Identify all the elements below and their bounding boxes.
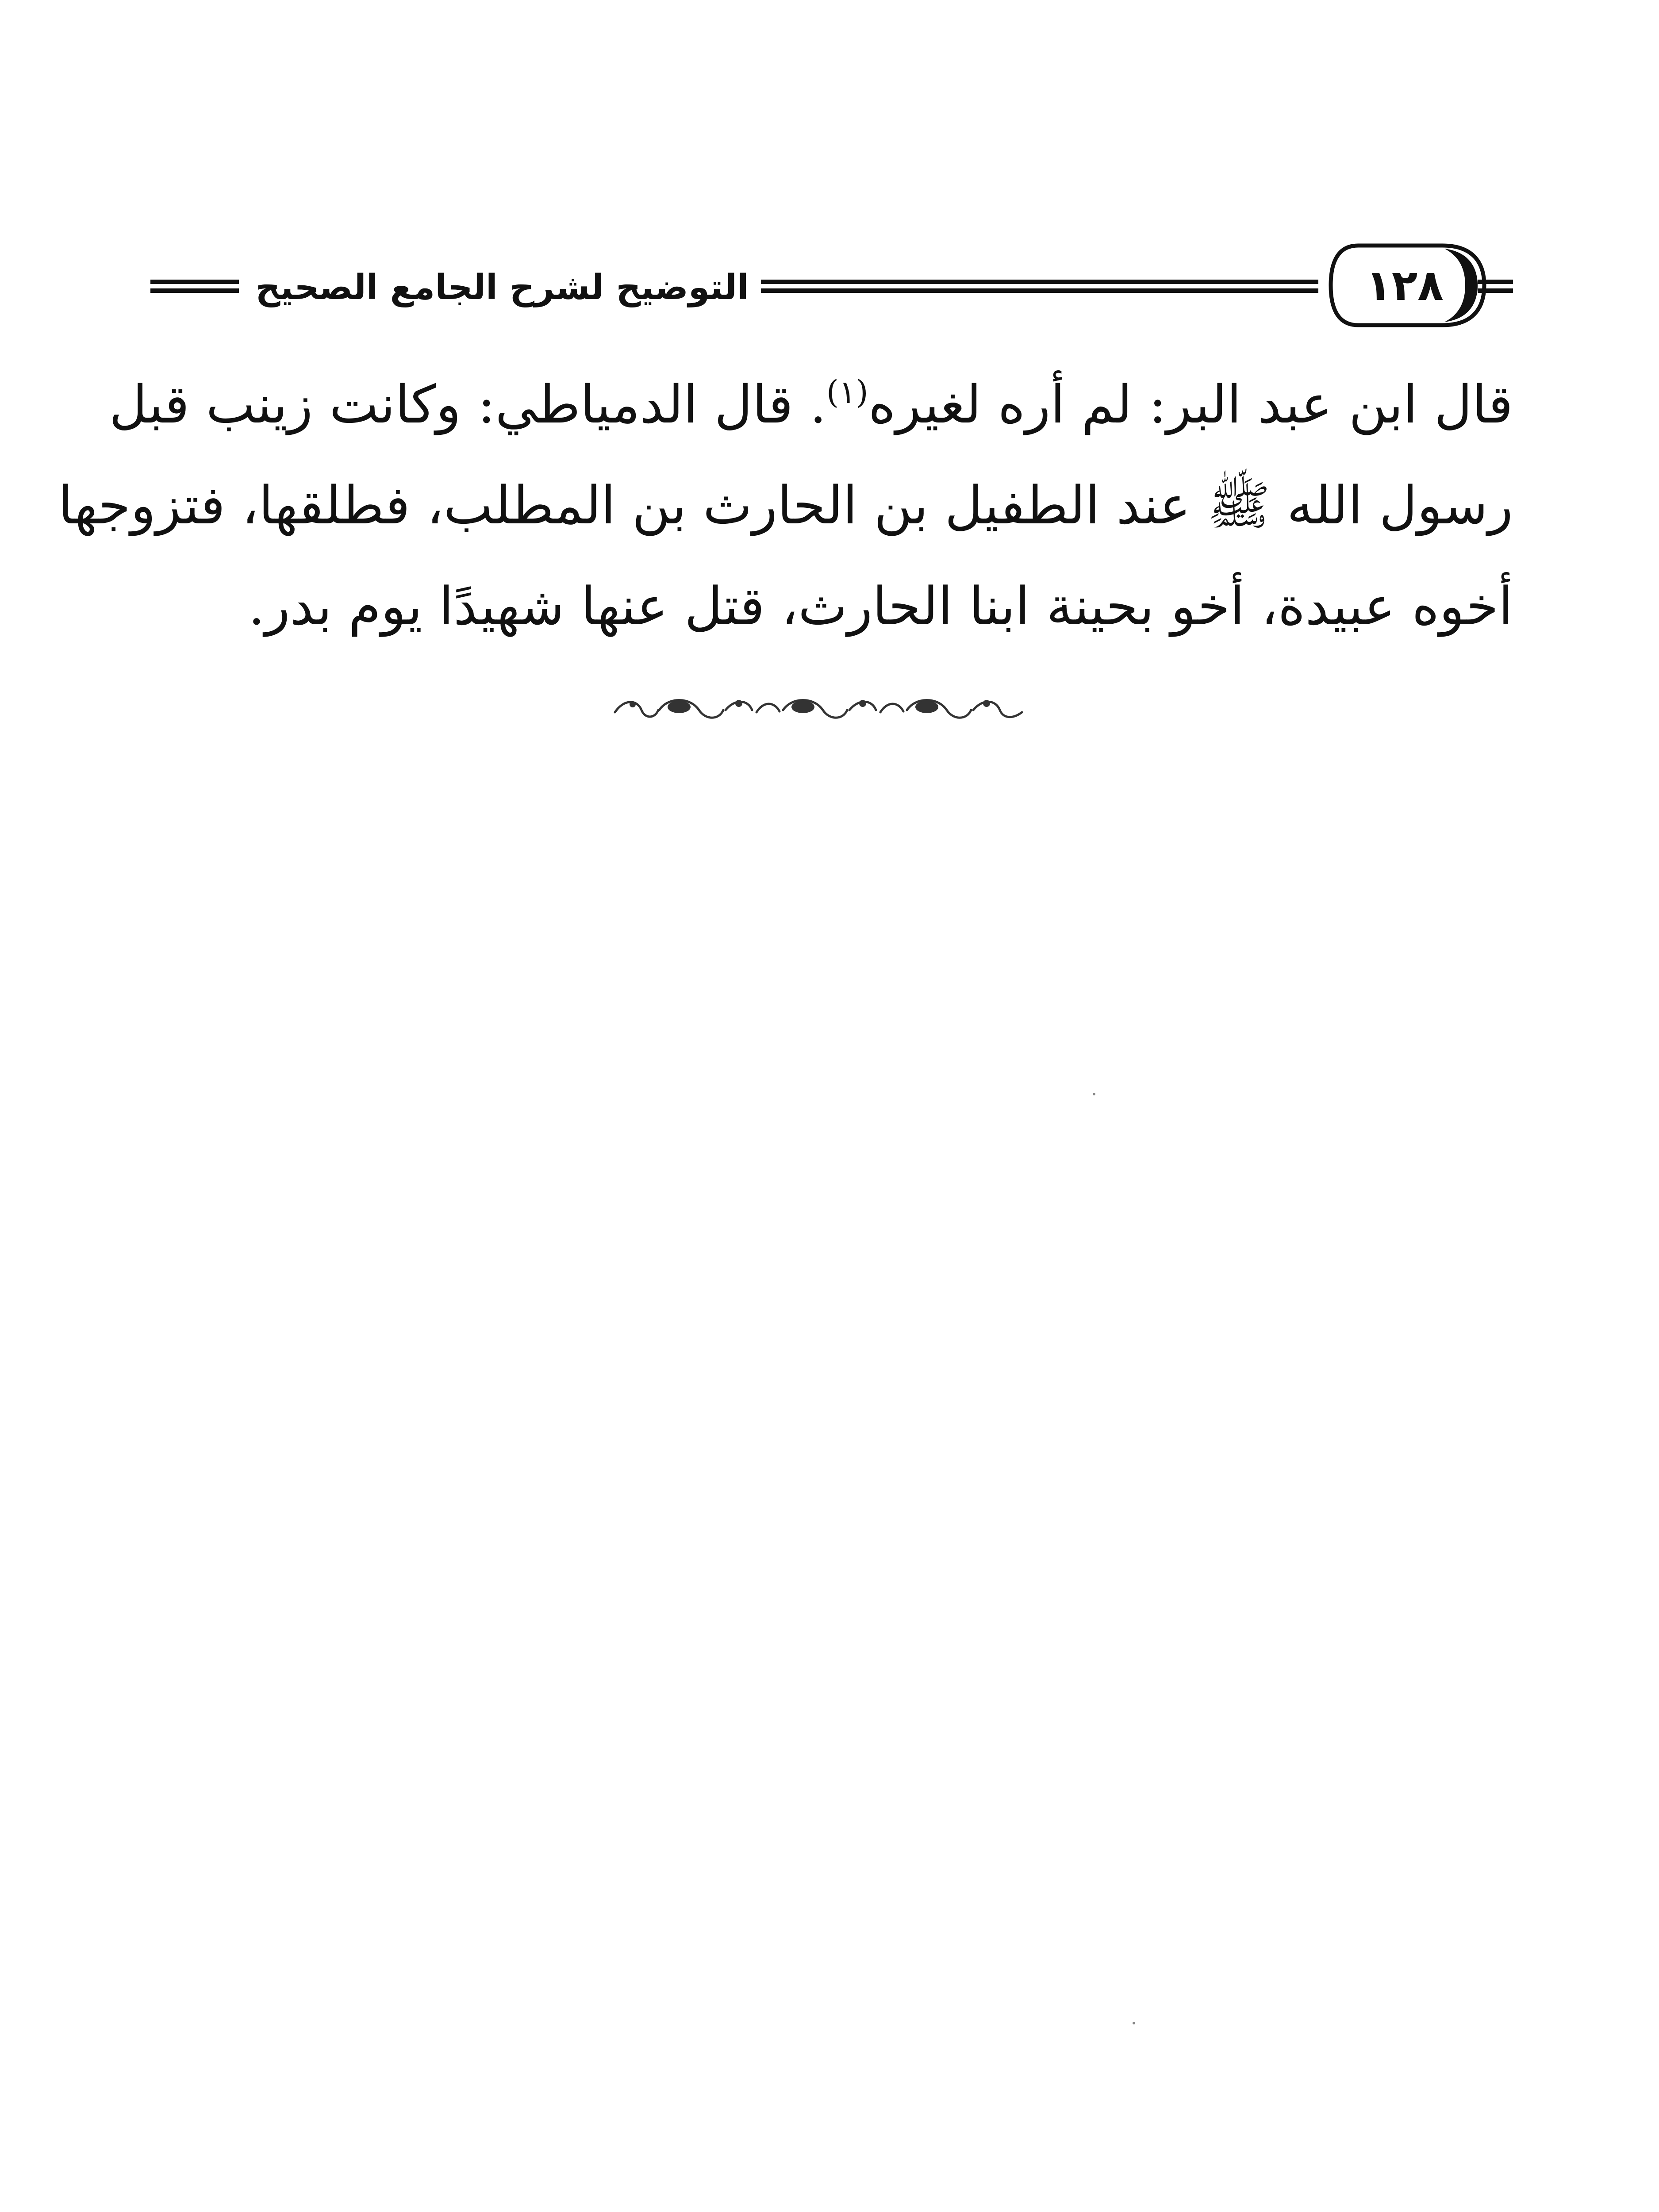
book-title: التوضيح لشرح الجامع الصحيح: [255, 268, 749, 307]
body-line-2: رسول الله ﷺ عند الطفيل بن الحارث بن المطلب، فطلقها، فتزوجها: [58, 475, 1513, 536]
scan-speck: [1133, 2022, 1135, 2024]
floral-divider-icon: [606, 686, 1031, 734]
header-rule-middle: [761, 280, 1318, 293]
body-line-1-part-b: . قال الدمياطي: وكانت زينب قبل: [109, 374, 826, 435]
scan-speck: [1093, 1093, 1095, 1095]
footnote-reference: (١): [826, 373, 868, 411]
header-rule-left: [150, 280, 239, 293]
header-rule-right: [1478, 280, 1513, 293]
body-line-3: أخوه عبيدة، أخو بحينة ابنا الحارث، قتل عنها شهيدًا يوم بدر.: [248, 576, 1513, 637]
body-line-1-part-a: قال ابن عبد البر: لم أره لغيره: [868, 374, 1513, 435]
body-paragraph: [58, 354, 1513, 657]
page-number: ١٢٨: [1366, 261, 1444, 310]
body-line-1: [109, 354, 1513, 455]
running-header: [150, 239, 1513, 336]
page-number-badge: [1327, 239, 1486, 332]
